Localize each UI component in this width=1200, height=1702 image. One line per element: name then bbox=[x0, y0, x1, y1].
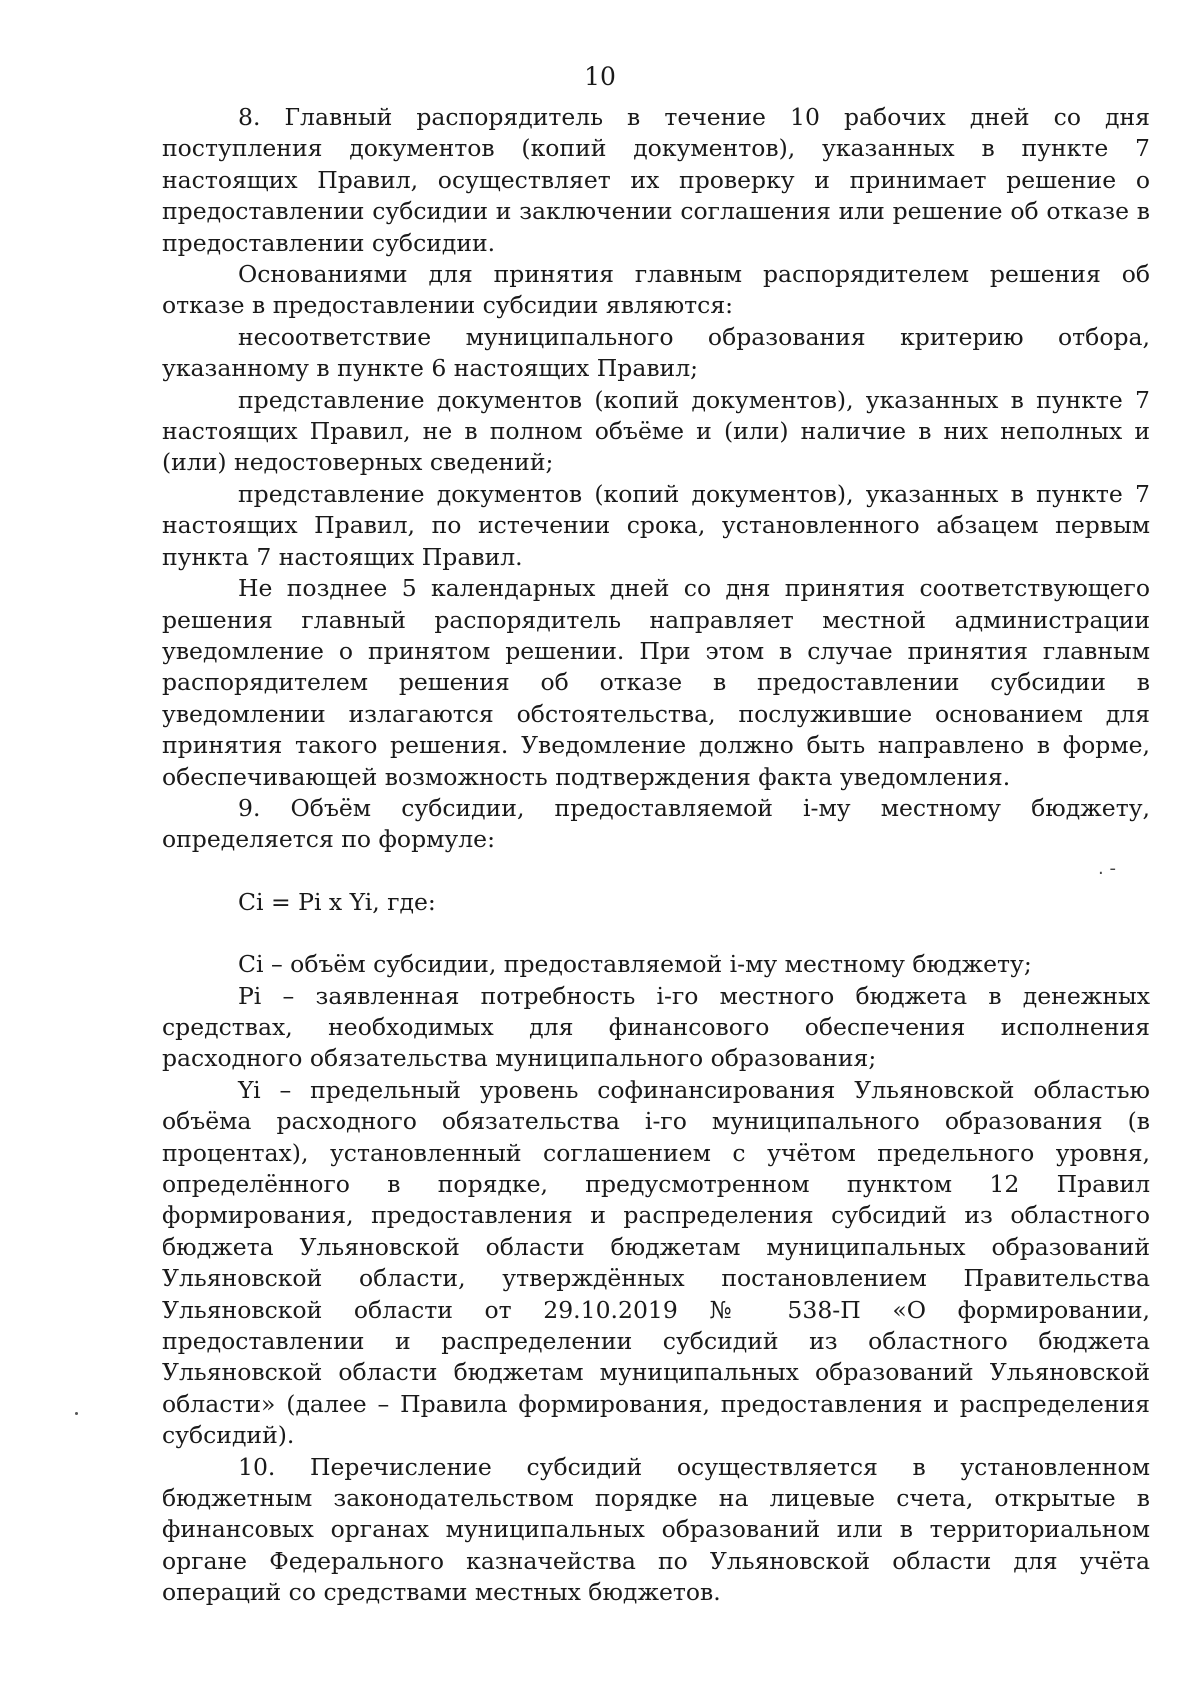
paragraph-notification: Не позднее 5 календарных дней со дня принятия соответствующего решения главный распорядитель направляет местной администрации уведомление о принятом решении. При этом в случае принятия главным распорядителем решения об отказе в предоставлении субсидии в уведомлении излагаются обстоятельства, послужившие основанием для принятия такого решения. Уведомление должно быть направлено в форме, обеспечивающей возможность подтверждения факта уведомления. bbox=[162, 574, 1150, 791]
definition-ci: Ci – объём субсидии, предоставляемой i-му местному бюджету; bbox=[238, 950, 1032, 979]
paragraph-refusal-grounds: Основаниями для принятия главным распорядителем решения об отказе в предоставлении субсидии являются: bbox=[162, 260, 1150, 320]
paragraph-item-8: 8. Главный распорядитель в течение 10 рабочих дней со дня поступления документов (копий документов), указанных в пункте 7 настоящих Правил, осуществляет их проверку и принимает решение о предоставлении субсидии и заключении соглашения или решение об отказе в предоставлении субсидии. bbox=[162, 103, 1150, 257]
paragraph-item-10: 10. Перечисление субсидий осуществляется в установленном бюджетным законодательством порядке на лицевые счета, открытые в финансовых органах муниципальных образований или в территориальном органе Федерального казначейства по Ульяновской области для учёта операций со средствами местных бюджетов. bbox=[162, 1452, 1150, 1607]
paragraph-item-9: 9. Объём субсидии, предоставляемой i-му местному бюджету, определяется по формуле: bbox=[162, 793, 1150, 854]
scan-artifact: . - bbox=[1098, 858, 1116, 879]
paragraph-ground-incomplete: представление документов (копий документов), указанных в пункте 7 настоящих Правил, не в полном объёме и (или) наличие в них неполных и (или) недостоверных сведений; bbox=[162, 385, 1150, 477]
page-number: 10 bbox=[584, 62, 616, 91]
document-body bbox=[162, 102, 1150, 1609]
paragraph-ground-criterion: несоответствие муниципального образования критерию отбора, указанному в пункте 6 настоящих Правил; bbox=[162, 322, 1150, 383]
definition-pi: Pi – заявленная потребность i-го местного бюджета в денежных средствах, необходимых для финансового обеспечения исполнения расходного обязательства муниципального образования; bbox=[162, 981, 1150, 1073]
scan-dot bbox=[75, 1412, 78, 1415]
paragraph-ground-late: представление документов (копий документов), указанных в пункте 7 настоящих Правил, по истечении срока, установленного абзацем первым пункта 7 настоящих Правил. bbox=[162, 479, 1150, 571]
subsidy-formula: Ci = Pi х Yi, где: bbox=[238, 887, 436, 916]
definition-yi: Yi – предельный уровень софинансирования Ульяновской областью объёма расходного обязательства i-го муниципального образования (в процентах), установленный соглашением с учётом предельного уровня, определённого в порядке, предусмотренном пунктом 12 Правил формирования, предоставления и распределения субсидий из областного бюджета Ульяновской области бюджетам муниципальных образований Ульяновской области, утверждённых постановлением Правительства Ульяновской области от 29.10.2019 № 538-П «О формировании, предоставлении и распределении субсидий из областного бюджета Ульяновской области бюджетам муниципальных образований Ульяновской области» (далее – Правила формирования, предоставления и распределения субсидий). bbox=[162, 1075, 1150, 1450]
